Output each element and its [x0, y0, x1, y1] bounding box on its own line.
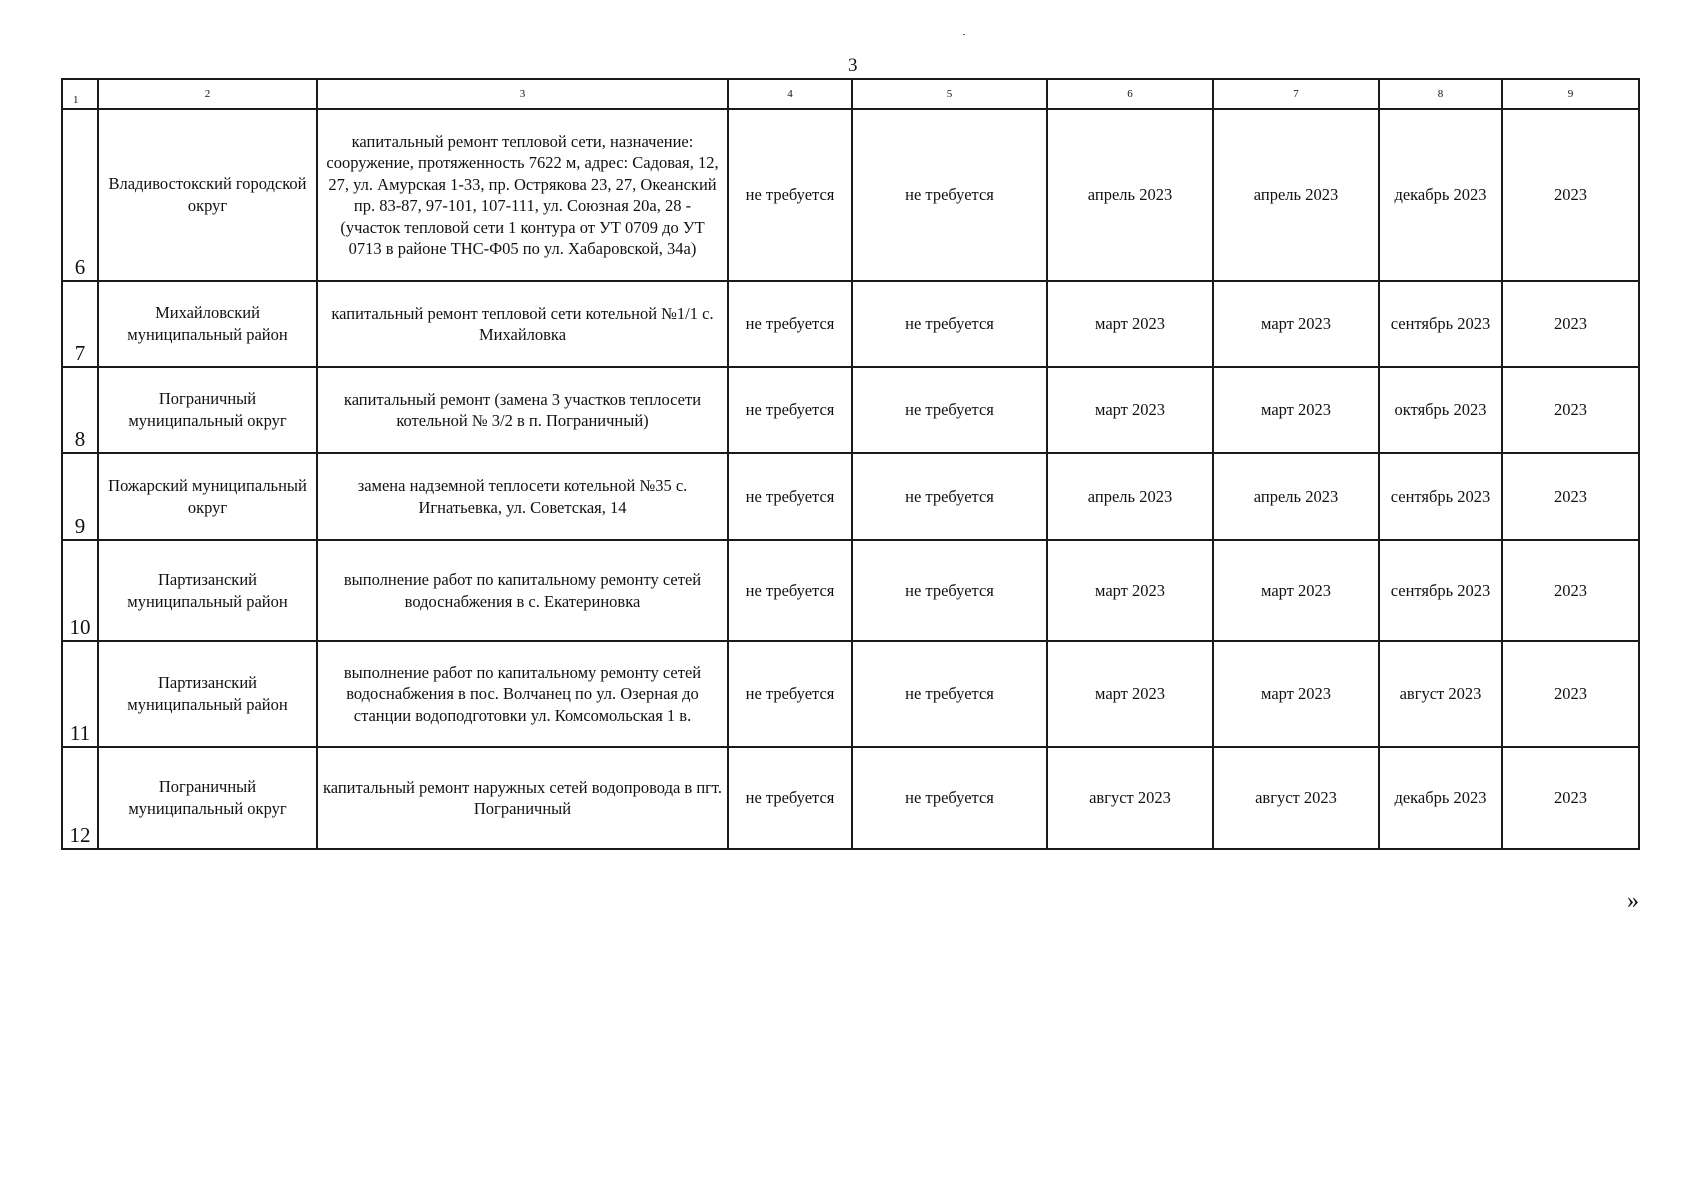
work-description-cell: капитальный ремонт наружных сетей водопровода в пгт. Пограничный [317, 747, 728, 849]
table-row [62, 747, 1639, 849]
header-row [62, 79, 1639, 109]
col7-cell: апрель 2023 [1213, 453, 1379, 540]
work-description-cell: капитальный ремонт тепловой сети, назначение: сооружение, протяженность 7622 м, адрес: Садовая, 12, 27, ул. Амурская 1-33, пр. Острякова 23, 27, Океанский пр. 83-87, 97-101, 107-111, ул. Союзная 20а, 28 - (участок тепловой сети 1 контура от УТ 0709 до УТ 0713 в районе ТНС-Ф05 по ул. Хабаровской, 34а) [317, 109, 728, 281]
header-cell: 5 [852, 79, 1047, 109]
col4-cell: не требуется [728, 109, 852, 281]
col5-cell: не требуется [852, 367, 1047, 453]
col6-cell: март 2023 [1047, 641, 1213, 747]
row-number: 11 [62, 641, 98, 747]
col7-cell: апрель 2023 [1213, 109, 1379, 281]
col7-cell: март 2023 [1213, 281, 1379, 367]
municipality-cell: Михайловский муниципальный район [98, 281, 317, 367]
col9-cell: 2023 [1502, 747, 1639, 849]
row-number: 6 [62, 109, 98, 281]
col5-cell: не требуется [852, 540, 1047, 641]
col6-cell: апрель 2023 [1047, 109, 1213, 281]
closing-quote-mark: » [1627, 888, 1639, 914]
table-row [62, 367, 1639, 453]
col4-cell: не требуется [728, 367, 852, 453]
col5-cell: не требуется [852, 747, 1047, 849]
row-number: 10 [62, 540, 98, 641]
col9-cell: 2023 [1502, 109, 1639, 281]
col5-cell: не требуется [852, 281, 1047, 367]
header-cell: 9 [1502, 79, 1639, 109]
col8-cell: август 2023 [1379, 641, 1502, 747]
col8-cell: сентябрь 2023 [1379, 540, 1502, 641]
table-row [62, 281, 1639, 367]
col5-cell: не требуется [852, 641, 1047, 747]
col5-cell: не требуется [852, 453, 1047, 540]
row-number: 8 [62, 367, 98, 453]
col8-cell: декабрь 2023 [1379, 747, 1502, 849]
col7-cell: март 2023 [1213, 367, 1379, 453]
table-row [62, 109, 1639, 281]
col6-cell: март 2023 [1047, 367, 1213, 453]
municipality-cell: Пожарский муниципальный округ [98, 453, 317, 540]
col4-cell: не требуется [728, 540, 852, 641]
col4-cell: не требуется [728, 281, 852, 367]
col8-cell: сентябрь 2023 [1379, 453, 1502, 540]
col8-cell: сентябрь 2023 [1379, 281, 1502, 367]
col9-cell: 2023 [1502, 540, 1639, 641]
row-number: 12 [62, 747, 98, 849]
col9-cell: 2023 [1502, 281, 1639, 367]
col4-cell: не требуется [728, 747, 852, 849]
header-cell: 6 [1047, 79, 1213, 109]
col6-cell: апрель 2023 [1047, 453, 1213, 540]
table-row [62, 540, 1639, 641]
scan-speck [963, 34, 965, 35]
work-description-cell: капитальный ремонт тепловой сети котельной №1/1 с. Михайловка [317, 281, 728, 367]
header-cell: 7 [1213, 79, 1379, 109]
work-description-cell: капитальный ремонт (замена 3 участков теплосети котельной № 3/2 в п. Пограничный) [317, 367, 728, 453]
col4-cell: не требуется [728, 641, 852, 747]
col7-cell: март 2023 [1213, 540, 1379, 641]
row-number: 7 [62, 281, 98, 367]
municipality-cell: Владивостокский городской округ [98, 109, 317, 281]
col6-cell: август 2023 [1047, 747, 1213, 849]
header-cell: 8 [1379, 79, 1502, 109]
col5-cell: не требуется [852, 109, 1047, 281]
col8-cell: декабрь 2023 [1379, 109, 1502, 281]
header-cell: 2 [98, 79, 317, 109]
work-description-cell: выполнение работ по капитальному ремонту сетей водоснабжения в с. Екатериновка [317, 540, 728, 641]
municipality-cell: Пограничный муниципальный округ [98, 747, 317, 849]
page-number: 3 [848, 55, 858, 76]
work-description-cell: замена надземной теплосети котельной №35 с. Игнатьевка, ул. Советская, 14 [317, 453, 728, 540]
col4-cell: не требуется [728, 453, 852, 540]
municipality-cell: Партизанский муниципальный район [98, 641, 317, 747]
col8-cell: октябрь 2023 [1379, 367, 1502, 453]
col6-cell: март 2023 [1047, 281, 1213, 367]
row-number: 9 [62, 453, 98, 540]
col6-cell: март 2023 [1047, 540, 1213, 641]
header-cell: 4 [728, 79, 852, 109]
col7-cell: август 2023 [1213, 747, 1379, 849]
header-cell: 3 [317, 79, 728, 109]
municipality-cell: Пограничный муниципальный округ [98, 367, 317, 453]
col9-cell: 2023 [1502, 641, 1639, 747]
header-cell: 1 [62, 79, 98, 109]
work-description-cell: выполнение работ по капитальному ремонту сетей водоснабжения в пос. Волчанец по ул. Озерная до станции водоподготовки ул. Комсомольская 1 в. [317, 641, 728, 747]
col7-cell: март 2023 [1213, 641, 1379, 747]
table-row [62, 641, 1639, 747]
table-row [62, 453, 1639, 540]
col9-cell: 2023 [1502, 367, 1639, 453]
municipality-cell: Партизанский муниципальный район [98, 540, 317, 641]
works-table [61, 78, 1640, 850]
col9-cell: 2023 [1502, 453, 1639, 540]
